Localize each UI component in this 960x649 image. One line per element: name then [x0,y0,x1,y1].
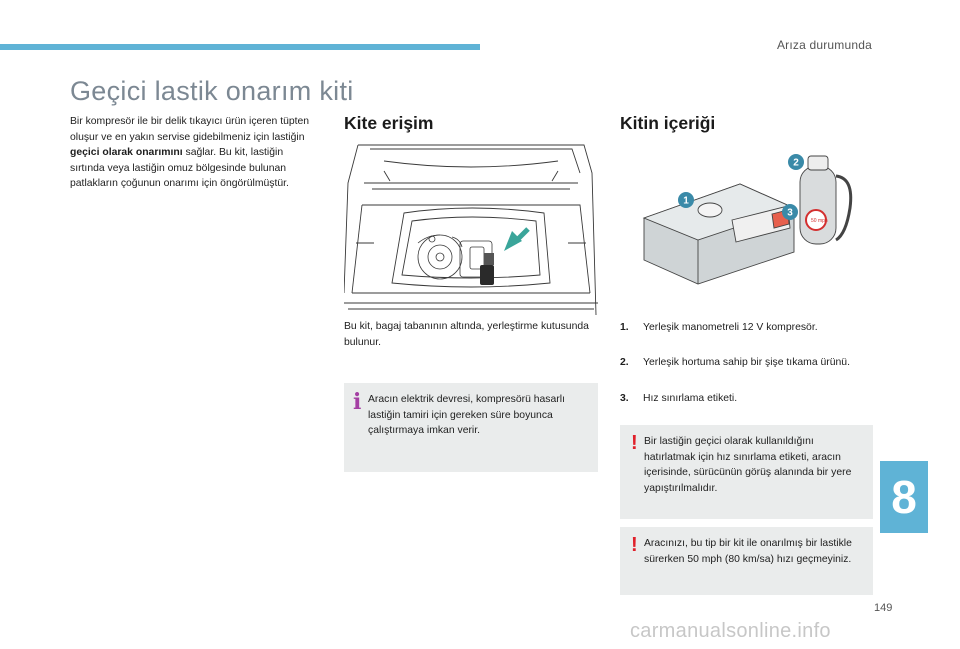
intro-text: Bir kompresör ile bir delik tıkayıcı ürün içeren tüpten oluşur ve en yakın servise gidebilmeniz için lastiğin [70,116,310,143]
list-item [620,391,870,407]
list-item [620,320,870,336]
warning-text: Aracınızı, bu tip bir kit ile onarılmış bir lastikle sürerken 50 mph (80 km/sa) hızı geçmeyiniz. [644,538,852,565]
warning-text: Bir lastiğin geçici olarak kullanıldığını hatırlatmak için hız sınırlama etiketi, aracın içerisinde, sürücünün görüş alanında bir yere yapıştırılmalıdır. [644,436,852,494]
page-title: Geçici lastik onarım kiti [70,76,354,106]
kit-location-caption: Bu kit, bagaj tabanının altında, yerleştirme kutusunda bulunur. [344,321,589,348]
header-accent-bar [0,44,480,50]
list-item-number: 1. [620,322,629,333]
list-item-text: Yerleşik manometreli 12 V kompresör. [643,322,818,333]
watermark: carmanualsonline.info [630,620,831,642]
intro-paragraph [70,114,320,192]
speed-label-text: 50 mph [811,218,828,224]
warning-icon: ! [631,534,638,556]
intro-emphasis: geçici olarak onarımını [70,147,183,158]
list-item [620,355,870,371]
kit-contents-heading: Kitin içeriği [620,113,716,133]
info-icon: i [353,389,362,415]
intro-text-end: sağlar. Bu kit, lastiğin sırtında veya lastiğin omuz bölgesinde bulunan patlakların çoğunun onarımı için öngörülmüştür. [70,147,289,189]
callout-2-label: 2 [793,157,799,169]
list-item-number: 2. [620,357,629,368]
section-title: Arıza durumunda [776,38,872,52]
warning-icon: ! [631,432,638,454]
repair-kit-illustration [640,148,862,296]
warning-box-speed [620,527,873,595]
warning-box-label [620,425,873,519]
callout-3-label: 3 [787,207,793,219]
page-number: 149 [874,602,893,614]
chapter-tab: 8 [880,461,928,533]
list-item-text: Yerleşik hortuma sahip bir şişe tıkama ürünü. [643,357,850,368]
callout-1-label: 1 [683,195,689,207]
info-text: Aracın elektrik devresi, kompresörü hasarlı lastiğin tamiri için gereken süre boyunca çalıştırmaya imkan verir. [368,394,565,436]
list-item-text: Hız sınırlama etiketi. [643,393,738,404]
list-item-number: 3. [620,393,629,404]
trunk-illustration [344,143,598,315]
info-box [344,383,598,472]
kit-access-heading: Kite erişim [344,113,434,133]
